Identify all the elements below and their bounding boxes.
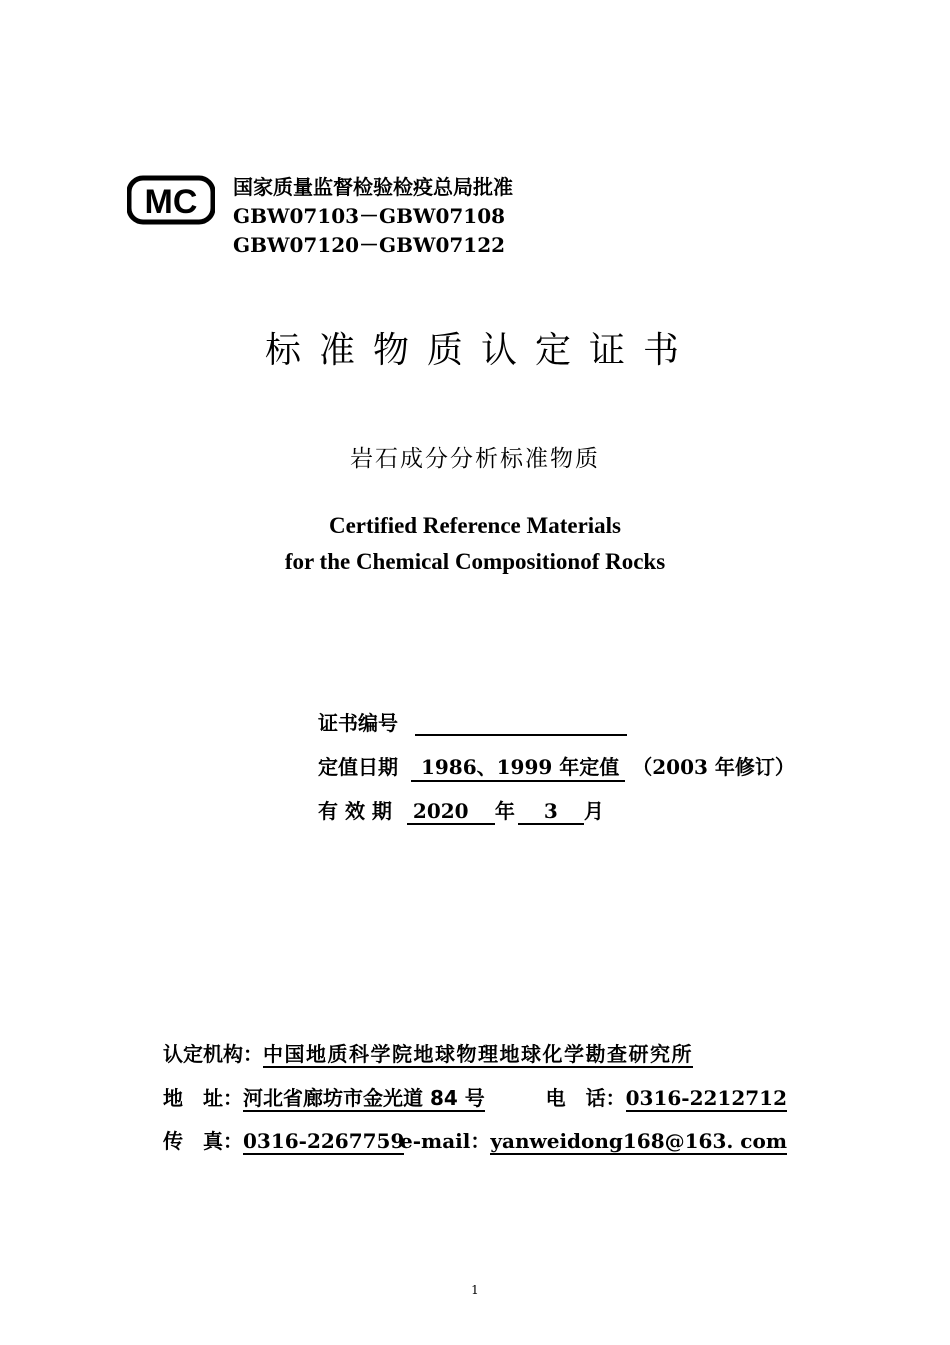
address-label: 地 址：	[163, 1086, 243, 1110]
mc-logo	[127, 175, 215, 225]
address-row	[163, 1082, 787, 1111]
phone-value: 0316-2212712	[625, 1086, 787, 1110]
certified-date-value: 1986、1999 年定值	[411, 751, 625, 782]
page-number: 1	[471, 1283, 479, 1297]
organization-row	[163, 1038, 787, 1067]
fax-label: 传 真：	[163, 1129, 243, 1153]
email-value: yanweidong168@163. com	[490, 1129, 787, 1153]
page-title: 标准物质认定证书	[264, 330, 697, 371]
approval-block	[233, 173, 513, 260]
validity-label: 有 效 期	[318, 799, 392, 823]
validity-row	[318, 795, 604, 825]
month-unit: 月	[583, 799, 604, 823]
address-value: 河北省廊坊市金光道 84 号	[243, 1086, 485, 1110]
organization-label: 认定机构：	[163, 1042, 263, 1066]
approval-range-2: GBW07120－GBW07122	[233, 233, 506, 257]
validity-month: 3	[518, 799, 584, 825]
fax-value: 0316-2267759	[243, 1129, 405, 1153]
subtitle-english-line-2: for the Chemical Compositionof Rocks	[284, 549, 666, 574]
phone-group	[546, 1082, 787, 1111]
phone-label: 电 话：	[545, 1086, 626, 1110]
certified-date-note: （2003 年修订）	[632, 755, 795, 779]
certificate-number-label: 证书编号	[318, 711, 398, 735]
subtitle-chinese: 岩石成分分析标准物质	[350, 446, 600, 472]
approval-range-1: GBW07103－GBW07108	[233, 204, 506, 228]
mc-logo-text: MC	[144, 183, 198, 221]
subtitle-english-line-1: Certified Reference Materials	[328, 513, 622, 538]
certificate-number-row	[318, 707, 627, 736]
email-label: e-mail：	[400, 1129, 491, 1153]
organization-value: 中国地质科学院地球物理地球化学勘查研究所	[263, 1042, 693, 1066]
validity-year: 2020	[407, 799, 495, 825]
approval-authority: 国家质量监督检验检疫总局批准	[233, 175, 513, 199]
certified-date-row	[318, 751, 795, 782]
subtitle-english	[0, 508, 950, 580]
fax-row	[163, 1125, 787, 1154]
email-group	[400, 1125, 787, 1154]
certificate-number-value	[415, 712, 627, 736]
year-unit: 年	[494, 799, 515, 823]
certified-date-label: 定值日期	[318, 755, 398, 779]
